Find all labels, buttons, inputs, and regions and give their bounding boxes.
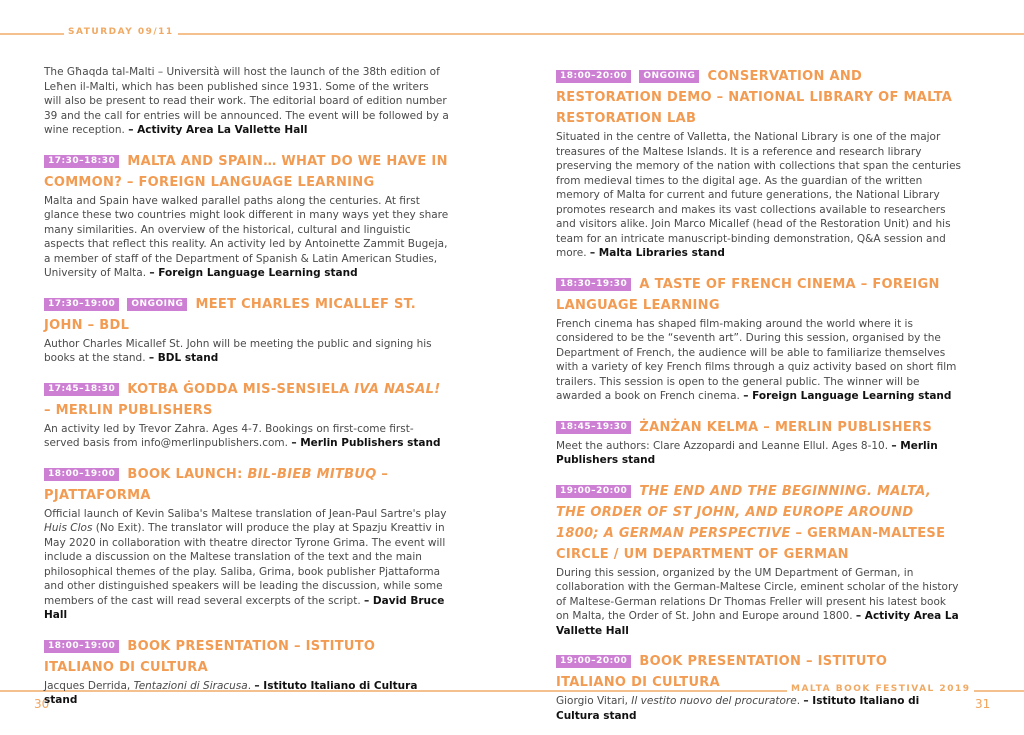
time-badge: 18:45–19:30 xyxy=(556,421,631,434)
event-description: Official launch of Kevin Saliba's Maltese translation of Jean-Paul Sartre's play Huis Clos (No Exit). The translator will produce the play at Spazju Kreattiv in May 2020 in collaboration with theatre director Tyrone Grima. The event will include a discussion on the Maltese translation of the text and the main philosophical themes of the play. Saliba, Grima, book publisher Pjattaforma and other distinguished speakers will be leading the discussion, while some members of the cast will read several excerpts of the script. – David Bruce Hall xyxy=(44,507,447,621)
time-badge: 17:30–19:00 xyxy=(44,298,119,311)
time-badge: 18:30–19:30 xyxy=(556,278,631,291)
event-location: – David Bruce Hall xyxy=(44,594,445,621)
event-location: – Istituto Italiano di Cultura stand xyxy=(556,695,920,722)
page-number-right: 31 xyxy=(975,697,991,711)
day-label: SATURDAY 09/11 xyxy=(64,27,178,37)
event-location: – Malta Libraries stand xyxy=(589,247,725,259)
event-description: Meet the authors: Clare Azzopardi and Leanne Ellul. Ages 8-10. – Merlin Publishers stand xyxy=(556,439,938,466)
event-title: A TASTE OF FRENCH CINEMA – FOREIGN LANGUAGE LEARNING xyxy=(556,276,940,313)
event-entry xyxy=(44,150,449,281)
event-description: Giorgio Vitari, Il vestito nuovo del procuratore. – Istituto Italiano di Cultura stand xyxy=(556,695,920,722)
page-number-left: 30 xyxy=(34,697,50,711)
festival-label: MALTA BOOK FESTIVAL 2019 xyxy=(787,684,974,694)
event-description: The Għaqda tal-Malti – Università will host the launch of the 38th edition of Leħen il-Malti, which has been published since 1931. Some of the writers will also be present to read their work. The editorial board of edition number 39 and the call for entries will be announced. The event will be followed by a wine reception. – Activity Area La Vallette Hall xyxy=(44,66,449,136)
event-location: – BDL stand xyxy=(148,352,219,364)
event-entry xyxy=(44,378,449,451)
event-heading xyxy=(556,65,961,128)
event-description: An activity led by Trevor Zahra. Ages 4-7. Bookings on first-come first-served basis from info@merlinpublishers.com. – Merlin Publishers stand xyxy=(44,422,441,449)
event-location: – Merlin Publishers stand xyxy=(556,439,938,466)
event-title: BOOK LAUNCH: BIL-BIEB MITBUQ – PJATTAFORMA xyxy=(44,466,389,503)
time-badge: 19:00–20:00 xyxy=(556,655,631,668)
event-title: MEET CHARLES MICALLEF ST. JOHN – BDL xyxy=(44,296,417,333)
event-location: – Istituto Italiano di Cultura stand xyxy=(44,679,418,706)
event-entry xyxy=(556,416,961,468)
event-heading xyxy=(44,463,449,505)
event-entry xyxy=(44,463,449,623)
time-badge: 19:00–20:00 xyxy=(556,485,631,498)
event-title: THE END AND THE BEGINNING. MALTA, THE ORDER OF ST JOHN, AND EUROPE AROUND 1800; A GERMAN PERSPECTIVE – GERMAN-MALTESE CIRCLE / UM DEPARTMENT OF GERMAN xyxy=(556,483,946,562)
right-column xyxy=(556,65,961,735)
event-location: – Merlin Publishers stand xyxy=(291,437,441,449)
event-title: ŻANŻAN KELMA – MERLIN PUBLISHERS xyxy=(639,419,933,435)
event-entry xyxy=(556,273,961,404)
event-heading xyxy=(44,378,449,420)
event-entry xyxy=(556,480,961,639)
time-badge: 18:00–20:00 xyxy=(556,70,631,83)
event-heading xyxy=(556,416,961,437)
event-heading xyxy=(44,635,449,677)
time-badge: 17:30–18:30 xyxy=(44,155,119,168)
event-heading xyxy=(44,293,449,335)
event-title: KOTBA ĠODDA MIS-SENSIELA IVA NASAL! – MERLIN PUBLISHERS xyxy=(44,381,441,418)
event-heading xyxy=(556,273,961,315)
ongoing-badge: ONGOING xyxy=(639,70,699,83)
event-entry xyxy=(556,650,961,723)
event-description: Jacques Derrida, Tentazioni di Siracusa. – Istituto Italiano di Cultura stand xyxy=(44,679,418,706)
ongoing-badge: ONGOING xyxy=(127,298,187,311)
event-heading xyxy=(556,650,961,692)
event-title: BOOK PRESENTATION – ISTITUTO ITALIANO DI CULTURA xyxy=(556,654,888,690)
event-description: Author Charles Micallef St. John will be meeting the public and signing his books at the stand. – BDL stand xyxy=(44,337,432,364)
event-location: – Foreign Language Learning stand xyxy=(743,390,952,402)
time-badge: 18:00–19:00 xyxy=(44,640,119,653)
event-location: – Activity Area La Vallette Hall xyxy=(556,610,959,637)
time-badge: 18:00–19:00 xyxy=(44,468,119,481)
event-title: MALTA AND SPAIN… WHAT DO WE HAVE IN COMMON? – FOREIGN LANGUAGE LEARNING xyxy=(44,153,448,190)
event-entry xyxy=(556,65,961,261)
event-entry xyxy=(44,635,449,708)
event-title: BOOK PRESENTATION – ISTITUTO ITALIANO DI CULTURA xyxy=(44,638,376,675)
event-location: – Foreign Language Learning stand xyxy=(149,267,358,279)
event-entry xyxy=(44,65,449,138)
event-heading xyxy=(44,150,449,192)
left-column xyxy=(44,65,449,720)
event-entry xyxy=(44,293,449,366)
event-description: During this session, organized by the UM Department of German, in collaboration with the German-Maltese Circle, eminent scholar of the history of Maltese-German relations Dr Thomas Freller will present his latest book on Malta, the Order of St. John and Europe around 1800. – Activity Area La Vallette Hall xyxy=(556,566,959,637)
time-badge: 17:45–18:30 xyxy=(44,383,119,396)
event-title: CONSERVATION AND RESTORATION DEMO – NATIONAL LIBRARY OF MALTA RESTORATION LAB xyxy=(556,69,953,126)
event-heading xyxy=(556,480,961,564)
event-description: Malta and Spain have walked parallel paths along the centuries. At first glance these two countries might look different in many ways yet they share many similarities. An overview of the historical, cultural and linguistic aspects that reflect this reality. An activity led by Antoinette Zammit Bugeja, a member of staff of the Department of Spanish & Latin American Studies, University of Malta. – Foreign Language Learning stand xyxy=(44,194,449,279)
event-description: French cinema has shaped film-making around the world where it is considered to be the “seventh art”. During this session, organised by the Department of French, the audience will be able to familiarize themselves with a variety of key French films through a quiz activity based on short film trailers. This session is open to the general public. The winner will be awarded a book on French cinema. – Foreign Language Learning stand xyxy=(556,317,957,402)
event-description: Situated in the centre of Valletta, the National Library is one of the major treasures of the Maltese Islands. It is a reference and research library preserving the memory of the nation with collections that span the centuries from medieval times to the digital age. As the guardian of the written memory of Malta for current and future generations, the National Library promotes research and makes its vast collections available to researchers and visitors alike. Join Marco Micallef (head of the Restoration Unit) and his team for an intricate manuscript-binding demonstration, Q&A session and more. – Malta Libraries stand xyxy=(556,131,962,259)
event-location: – Activity Area La Vallette Hall xyxy=(128,124,308,136)
